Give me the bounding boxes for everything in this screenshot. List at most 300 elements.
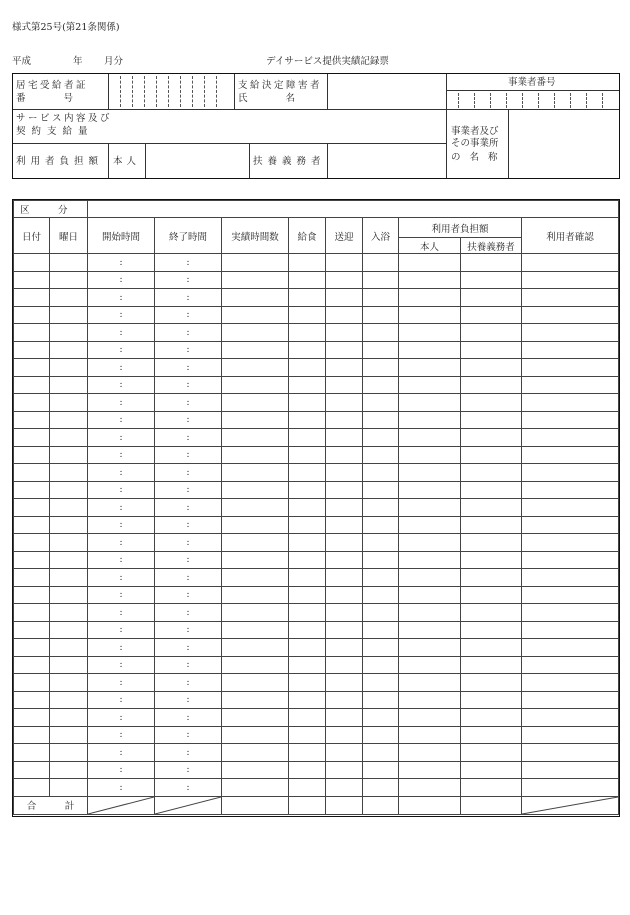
cell-weekday[interactable] [50,499,88,517]
cell-bath[interactable] [363,691,399,709]
cell-transport[interactable] [326,481,363,499]
cell-confirm[interactable] [522,446,619,464]
cell-bath[interactable] [363,551,399,569]
cell-weekday[interactable] [50,446,88,464]
cell-bath[interactable] [363,779,399,797]
cell-start[interactable] [88,586,155,604]
cell-burden-self[interactable] [399,289,461,307]
cell-weekday[interactable] [50,709,88,727]
cell-start[interactable] [88,569,155,587]
cell-burden-self[interactable] [399,586,461,604]
cell-burden-guardian[interactable] [461,656,522,674]
cell-transport[interactable] [326,254,363,272]
cell-meal[interactable] [289,621,326,639]
cell-date[interactable] [14,394,50,412]
total-cell[interactable] [399,796,461,814]
cell-bath[interactable] [363,324,399,342]
cell-weekday[interactable] [50,516,88,534]
cell-hours[interactable] [222,341,289,359]
cell-start[interactable] [88,551,155,569]
cell-hours[interactable] [222,656,289,674]
cell-transport[interactable] [326,604,363,622]
cell-end[interactable] [155,761,222,779]
cell-bath[interactable] [363,254,399,272]
cell-confirm[interactable] [522,306,619,324]
cell-confirm[interactable] [522,656,619,674]
cell-confirm[interactable] [522,586,619,604]
cell-date[interactable] [14,726,50,744]
cell-burden-guardian[interactable] [461,376,522,394]
cell-end[interactable] [155,481,222,499]
cell-hours[interactable] [222,551,289,569]
cell-transport[interactable] [326,359,363,377]
cell-start[interactable] [88,691,155,709]
cell-bath[interactable] [363,289,399,307]
cell-burden-guardian[interactable] [461,691,522,709]
cell-confirm[interactable] [522,394,619,412]
cell-end[interactable] [155,691,222,709]
cell-transport[interactable] [326,744,363,762]
cell-confirm[interactable] [522,534,619,552]
cell-hours[interactable] [222,604,289,622]
cell-weekday[interactable] [50,674,88,692]
cell-burden-self[interactable] [399,446,461,464]
cell-bath[interactable] [363,271,399,289]
cell-meal[interactable] [289,394,326,412]
cell-bath[interactable] [363,639,399,657]
cell-date[interactable] [14,481,50,499]
cell-burden-self[interactable] [399,394,461,412]
cell-burden-self[interactable] [399,324,461,342]
cell-burden-self[interactable] [399,359,461,377]
cell-end[interactable] [155,306,222,324]
cell-confirm[interactable] [522,289,619,307]
cell-confirm[interactable] [522,254,619,272]
cell-bath[interactable] [363,761,399,779]
cell-start[interactable] [88,726,155,744]
cell-burden-guardian[interactable] [461,534,522,552]
cell-bath[interactable] [363,726,399,744]
cell-transport[interactable] [326,464,363,482]
cell-meal[interactable] [289,429,326,447]
cell-burden-guardian[interactable] [461,359,522,377]
cell-transport[interactable] [326,674,363,692]
cell-end[interactable] [155,394,222,412]
cell-confirm[interactable] [522,481,619,499]
cell-date[interactable] [14,271,50,289]
cell-weekday[interactable] [50,691,88,709]
cell-date[interactable] [14,534,50,552]
cell-start[interactable] [88,481,155,499]
cell-hours[interactable] [222,429,289,447]
cell-confirm[interactable] [522,709,619,727]
cell-transport[interactable] [326,639,363,657]
cell-meal[interactable] [289,376,326,394]
cell-start[interactable] [88,324,155,342]
cell-date[interactable] [14,639,50,657]
cell-hours[interactable] [222,621,289,639]
cell-date[interactable] [14,376,50,394]
cell-meal[interactable] [289,569,326,587]
cell-confirm[interactable] [522,726,619,744]
cell-transport[interactable] [326,709,363,727]
cell-start[interactable] [88,639,155,657]
cell-hours[interactable] [222,359,289,377]
cell-confirm[interactable] [522,359,619,377]
cell-weekday[interactable] [50,569,88,587]
cell-transport[interactable] [326,306,363,324]
cell-transport[interactable] [326,761,363,779]
cell-weekday[interactable] [50,604,88,622]
cell-burden-self[interactable] [399,779,461,797]
cell-confirm[interactable] [522,569,619,587]
cell-burden-self[interactable] [399,709,461,727]
cell-hours[interactable] [222,639,289,657]
cell-transport[interactable] [326,341,363,359]
cell-end[interactable] [155,359,222,377]
cell-confirm[interactable] [522,674,619,692]
total-cell[interactable] [222,796,289,814]
cell-end[interactable] [155,516,222,534]
cell-bath[interactable] [363,341,399,359]
cell-burden-self[interactable] [399,271,461,289]
cell-bath[interactable] [363,376,399,394]
cell-weekday[interactable] [50,656,88,674]
cell-bath[interactable] [363,359,399,377]
cell-bath[interactable] [363,516,399,534]
cell-confirm[interactable] [522,691,619,709]
cell-bath[interactable] [363,656,399,674]
cell-weekday[interactable] [50,586,88,604]
cell-burden-guardian[interactable] [461,761,522,779]
cell-date[interactable] [14,254,50,272]
cell-start[interactable] [88,744,155,762]
cell-burden-self[interactable] [399,604,461,622]
total-cell[interactable] [289,796,326,814]
cell-date[interactable] [14,761,50,779]
cell-transport[interactable] [326,534,363,552]
cell-burden-self[interactable] [399,534,461,552]
cell-start[interactable] [88,306,155,324]
cell-meal[interactable] [289,324,326,342]
cell-meal[interactable] [289,551,326,569]
cell-meal[interactable] [289,289,326,307]
cell-start[interactable] [88,411,155,429]
cell-date[interactable] [14,289,50,307]
cell-burden-guardian[interactable] [461,639,522,657]
cell-weekday[interactable] [50,306,88,324]
cell-end[interactable] [155,744,222,762]
cell-burden-self[interactable] [399,499,461,517]
cell-date[interactable] [14,499,50,517]
cell-date[interactable] [14,604,50,622]
cell-burden-guardian[interactable] [461,324,522,342]
cell-burden-self[interactable] [399,551,461,569]
cell-weekday[interactable] [50,271,88,289]
cell-start[interactable] [88,761,155,779]
cell-end[interactable] [155,586,222,604]
cell-end[interactable] [155,324,222,342]
cell-burden-guardian[interactable] [461,551,522,569]
cell-bath[interactable] [363,446,399,464]
cell-burden-guardian[interactable] [461,499,522,517]
cell-weekday[interactable] [50,411,88,429]
cell-hours[interactable] [222,376,289,394]
cell-start[interactable] [88,674,155,692]
cell-start[interactable] [88,464,155,482]
cell-burden-self[interactable] [399,761,461,779]
cell-end[interactable] [155,464,222,482]
cell-hours[interactable] [222,569,289,587]
cell-bath[interactable] [363,674,399,692]
cell-hours[interactable] [222,254,289,272]
cell-weekday[interactable] [50,464,88,482]
cell-weekday[interactable] [50,639,88,657]
cell-weekday[interactable] [50,621,88,639]
cell-transport[interactable] [326,411,363,429]
cell-end[interactable] [155,656,222,674]
cell-date[interactable] [14,306,50,324]
cell-burden-self[interactable] [399,639,461,657]
cell-confirm[interactable] [522,324,619,342]
cell-burden-guardian[interactable] [461,481,522,499]
cell-weekday[interactable] [50,394,88,412]
cell-start[interactable] [88,376,155,394]
cell-confirm[interactable] [522,744,619,762]
cell-bath[interactable] [363,604,399,622]
cell-burden-self[interactable] [399,656,461,674]
cell-meal[interactable] [289,779,326,797]
cell-transport[interactable] [326,271,363,289]
cell-date[interactable] [14,446,50,464]
cell-date[interactable] [14,551,50,569]
cell-start[interactable] [88,516,155,534]
cell-burden-guardian[interactable] [461,744,522,762]
cell-hours[interactable] [222,271,289,289]
cell-meal[interactable] [289,709,326,727]
cell-hours[interactable] [222,324,289,342]
cell-date[interactable] [14,674,50,692]
cell-burden-guardian[interactable] [461,341,522,359]
cell-weekday[interactable] [50,481,88,499]
cell-date[interactable] [14,691,50,709]
cell-end[interactable] [155,639,222,657]
cell-meal[interactable] [289,691,326,709]
cell-end[interactable] [155,551,222,569]
cell-transport[interactable] [326,569,363,587]
cell-hours[interactable] [222,446,289,464]
cell-burden-self[interactable] [399,569,461,587]
cell-weekday[interactable] [50,376,88,394]
cell-start[interactable] [88,709,155,727]
total-cell[interactable] [326,796,363,814]
cell-end[interactable] [155,411,222,429]
cell-meal[interactable] [289,726,326,744]
cell-burden-self[interactable] [399,376,461,394]
cell-bath[interactable] [363,481,399,499]
cell-end[interactable] [155,446,222,464]
cell-end[interactable] [155,674,222,692]
cell-transport[interactable] [326,376,363,394]
cell-transport[interactable] [326,289,363,307]
cell-meal[interactable] [289,464,326,482]
cell-burden-self[interactable] [399,429,461,447]
cell-weekday[interactable] [50,359,88,377]
cell-transport[interactable] [326,394,363,412]
cell-hours[interactable] [222,674,289,692]
cell-bath[interactable] [363,586,399,604]
cell-start[interactable] [88,341,155,359]
cell-hours[interactable] [222,761,289,779]
cell-transport[interactable] [326,551,363,569]
cell-confirm[interactable] [522,761,619,779]
cell-end[interactable] [155,534,222,552]
cell-meal[interactable] [289,744,326,762]
cell-meal[interactable] [289,481,326,499]
cell-bath[interactable] [363,411,399,429]
cell-end[interactable] [155,429,222,447]
cell-end[interactable] [155,779,222,797]
cell-start[interactable] [88,394,155,412]
cell-hours[interactable] [222,481,289,499]
cell-transport[interactable] [326,656,363,674]
cell-date[interactable] [14,586,50,604]
cell-date[interactable] [14,411,50,429]
cell-meal[interactable] [289,639,326,657]
cell-confirm[interactable] [522,271,619,289]
cell-burden-self[interactable] [399,306,461,324]
cell-confirm[interactable] [522,551,619,569]
cell-burden-guardian[interactable] [461,726,522,744]
cell-transport[interactable] [326,429,363,447]
cell-hours[interactable] [222,709,289,727]
cell-hours[interactable] [222,499,289,517]
cell-burden-self[interactable] [399,411,461,429]
cell-end[interactable] [155,604,222,622]
cell-confirm[interactable] [522,376,619,394]
cell-burden-guardian[interactable] [461,446,522,464]
cell-date[interactable] [14,341,50,359]
cell-hours[interactable] [222,516,289,534]
cell-hours[interactable] [222,289,289,307]
cell-meal[interactable] [289,306,326,324]
cell-burden-self[interactable] [399,481,461,499]
cell-date[interactable] [14,464,50,482]
cell-weekday[interactable] [50,289,88,307]
cell-end[interactable] [155,341,222,359]
cell-burden-guardian[interactable] [461,674,522,692]
cell-confirm[interactable] [522,621,619,639]
cell-confirm[interactable] [522,604,619,622]
cell-transport[interactable] [326,446,363,464]
cell-bath[interactable] [363,499,399,517]
cell-bath[interactable] [363,464,399,482]
cell-start[interactable] [88,271,155,289]
cell-bath[interactable] [363,621,399,639]
cell-meal[interactable] [289,761,326,779]
cell-burden-self[interactable] [399,674,461,692]
cell-weekday[interactable] [50,726,88,744]
cell-meal[interactable] [289,341,326,359]
cell-bath[interactable] [363,534,399,552]
cell-burden-guardian[interactable] [461,289,522,307]
cell-weekday[interactable] [50,779,88,797]
cell-transport[interactable] [326,691,363,709]
cell-transport[interactable] [326,324,363,342]
cell-transport[interactable] [326,516,363,534]
cell-bath[interactable] [363,569,399,587]
cell-meal[interactable] [289,359,326,377]
cell-meal[interactable] [289,604,326,622]
cell-meal[interactable] [289,271,326,289]
cell-hours[interactable] [222,534,289,552]
cell-start[interactable] [88,429,155,447]
cell-burden-self[interactable] [399,516,461,534]
cell-hours[interactable] [222,586,289,604]
cell-start[interactable] [88,534,155,552]
cell-start[interactable] [88,779,155,797]
cell-hours[interactable] [222,411,289,429]
cell-confirm[interactable] [522,639,619,657]
cell-burden-guardian[interactable] [461,779,522,797]
cell-start[interactable] [88,359,155,377]
cell-transport[interactable] [326,586,363,604]
cell-burden-guardian[interactable] [461,464,522,482]
cell-burden-guardian[interactable] [461,429,522,447]
cell-date[interactable] [14,709,50,727]
cell-weekday[interactable] [50,254,88,272]
cell-burden-guardian[interactable] [461,586,522,604]
cell-burden-guardian[interactable] [461,621,522,639]
cell-bath[interactable] [363,429,399,447]
cell-date[interactable] [14,569,50,587]
cell-meal[interactable] [289,534,326,552]
cell-bath[interactable] [363,394,399,412]
cell-end[interactable] [155,271,222,289]
cell-end[interactable] [155,499,222,517]
cell-burden-guardian[interactable] [461,306,522,324]
cell-confirm[interactable] [522,499,619,517]
cell-burden-self[interactable] [399,691,461,709]
cell-date[interactable] [14,324,50,342]
cell-burden-self[interactable] [399,464,461,482]
cell-burden-self[interactable] [399,726,461,744]
cell-start[interactable] [88,604,155,622]
cell-hours[interactable] [222,394,289,412]
cell-confirm[interactable] [522,411,619,429]
cell-confirm[interactable] [522,429,619,447]
cell-date[interactable] [14,621,50,639]
cell-start[interactable] [88,289,155,307]
cell-meal[interactable] [289,674,326,692]
cell-weekday[interactable] [50,744,88,762]
cell-burden-self[interactable] [399,621,461,639]
total-cell[interactable] [363,796,399,814]
cell-weekday[interactable] [50,551,88,569]
kubun-value[interactable] [88,201,619,218]
cell-date[interactable] [14,359,50,377]
cell-start[interactable] [88,446,155,464]
cell-burden-guardian[interactable] [461,254,522,272]
cell-end[interactable] [155,709,222,727]
cell-hours[interactable] [222,464,289,482]
cell-confirm[interactable] [522,464,619,482]
cell-transport[interactable] [326,499,363,517]
cell-hours[interactable] [222,779,289,797]
cell-meal[interactable] [289,516,326,534]
cell-burden-guardian[interactable] [461,394,522,412]
cell-start[interactable] [88,254,155,272]
